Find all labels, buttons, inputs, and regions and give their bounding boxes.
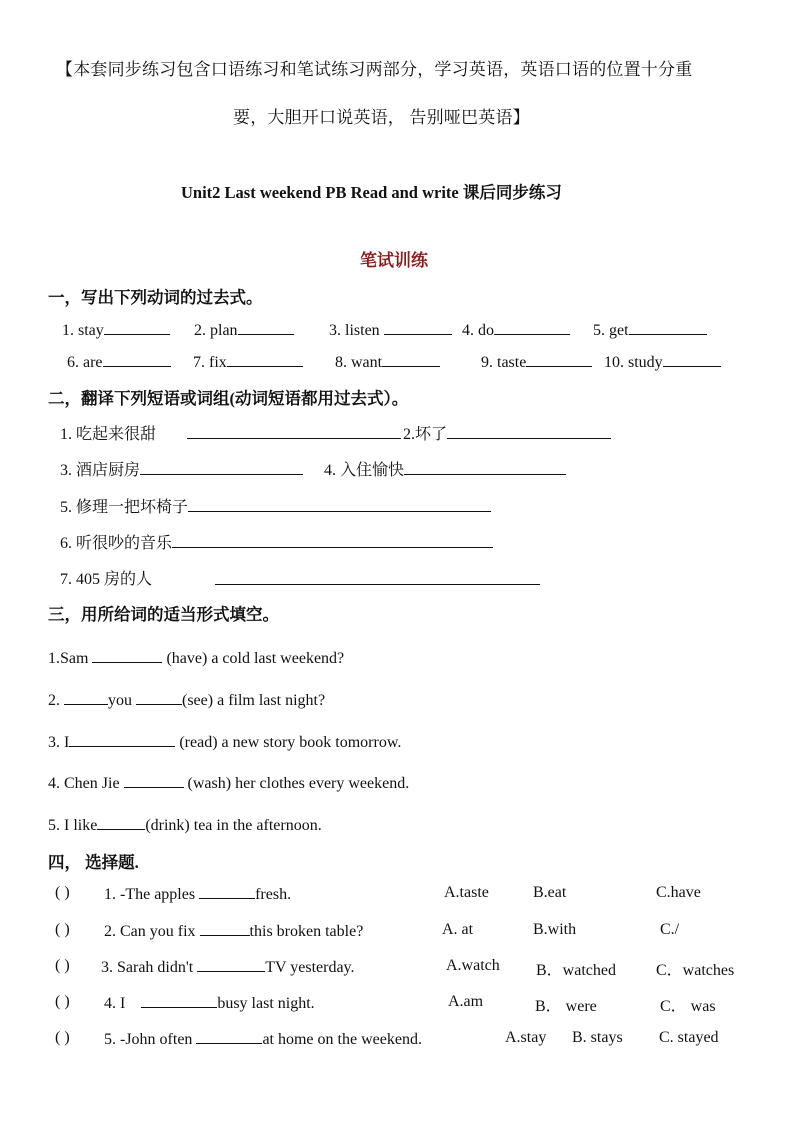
choice-question: 3. Sarah didn't TV yesterday. [101,959,355,976]
option-b: B. stays [572,1029,623,1046]
verb-item: 3. listen [329,320,452,340]
fill-question: 5. I like (drink) tea in the afternoon. [48,817,322,834]
answer-line [187,424,401,444]
translate-item: 6. 听很吵的音乐 [60,530,493,553]
choice-bracket: ( ) [55,884,70,901]
section1-heading: 一，写出下列动词的过去式。 [48,288,263,307]
verb-item: 1. stay [62,320,170,340]
option-a: A.stay [505,1029,547,1046]
fill-question: 1.Sam (have) a cold last weekend? [48,650,345,667]
verb-item: 7. fix [193,352,303,372]
option-c: C．watches [656,962,735,979]
option-a: A. at [442,921,474,938]
verb-item: 6. are [67,352,171,372]
document-title: Unit2 Last weekend PB Read and write 课后同步练习 [181,183,562,202]
translate-item: 1. 吃起来很甜 [60,426,157,443]
section2-heading: 二，翻译下列短语或词组(动词短语都用过去式）。 [48,389,409,408]
translate-item: 5. 修理一把坏椅子 [60,494,491,517]
translate-item: 3. 酒店厨房 [60,457,303,480]
option-c: C.have [656,884,701,901]
option-a: A.taste [444,884,489,901]
option-a: A.watch [446,957,500,974]
choice-bracket: ( ) [55,957,70,974]
verb-item: 10. study [604,352,721,372]
verb-item: 8. want [335,352,440,372]
translate-item: 7. 405 房的人 [60,571,153,588]
answer-line [215,570,540,590]
section-subtitle: 笔试训练 [360,251,428,270]
option-c: C． was [660,998,716,1015]
option-c: C. stayed [659,1029,719,1046]
option-b: B.with [533,921,577,938]
choice-bracket: ( ) [55,921,70,938]
choice-question: 2. Can you fix this broken table? [104,923,364,940]
option-c: C./ [660,921,680,938]
verb-item: 2. plan [194,320,294,340]
intro-line-1: 【本套同步练习包含口语练习和笔试练习两部分，学习英语，英语口语的位置十分重 [56,60,693,79]
verb-item: 9. taste [481,352,592,372]
fill-question: 2. you (see) a film last night? [48,692,326,709]
translate-item: 4. 入住愉快 [324,457,566,480]
fill-question: 3. I (read) a new story book tomorrow. [48,734,402,751]
verb-item: 4. do [462,320,570,340]
option-a: A.am [448,993,484,1010]
choice-question: 5. -John often at home on the weekend. [104,1031,422,1048]
translate-item: 2.坏了 [403,421,611,444]
option-b: B．watched [536,962,616,979]
choice-question: 4. I busy last night. [104,995,315,1012]
section4-heading: 四， 选择题. [48,853,139,872]
choice-bracket: ( ) [55,1029,70,1046]
intro-line-2: 要，大胆开口说英语， 告别哑巴英语】 [233,108,530,127]
fill-question: 4. Chen Jie (wash) her clothes every weekend. [48,775,410,792]
choice-bracket: ( ) [55,993,70,1010]
section3-heading: 三，用所给词的适当形式填空。 [48,605,279,624]
option-b: B． were [535,998,597,1015]
option-b: B.eat [533,884,567,901]
choice-question: 1. -The apples fresh. [104,886,292,903]
verb-item: 5. get [593,320,707,340]
